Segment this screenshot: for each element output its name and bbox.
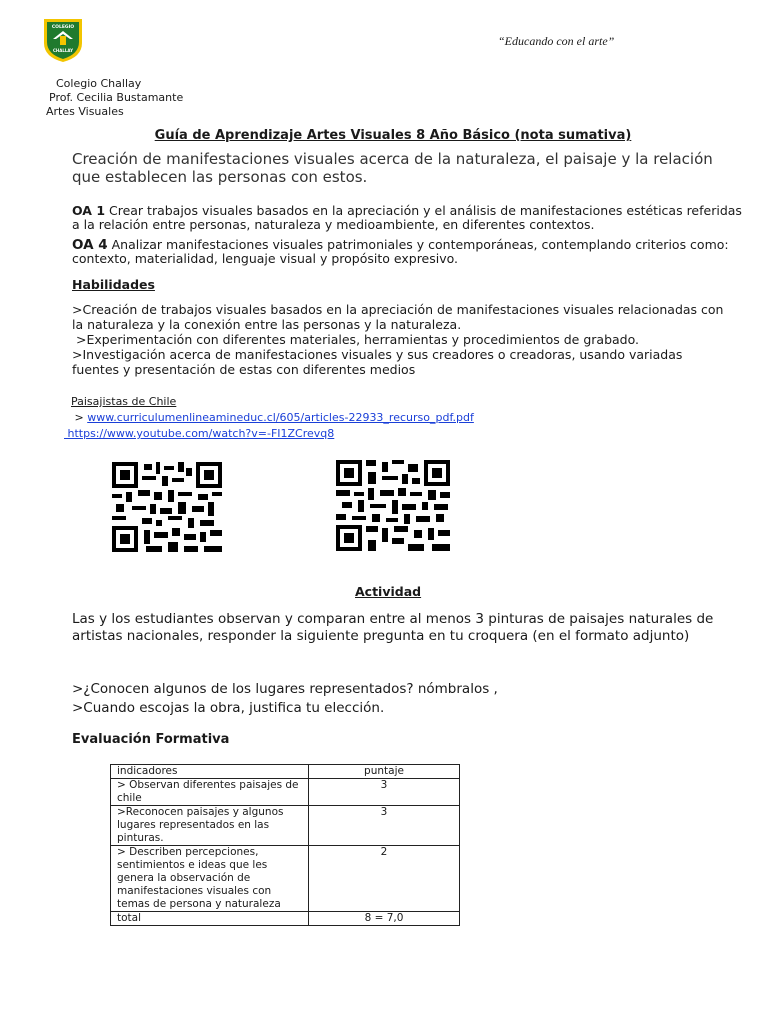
objective-code: OA 1 xyxy=(72,203,106,218)
skill-item: >Creación de trabajos visuales basados en la apreciación de manifestaciones visuales relacionadas con la naturaleza y la conexión entre las personas y la naturaleza. xyxy=(72,302,724,332)
objective-oa1 xyxy=(72,204,742,232)
indicator-cell: >Reconocen paisajes y algunos lugares representados en las pinturas. xyxy=(111,806,309,846)
total-label: total xyxy=(111,912,309,926)
guide-title: Guía de Aprendizaje Artes Visuales 8 Año Básico (nota sumativa) xyxy=(154,128,632,143)
score-cell: 3 xyxy=(309,806,460,846)
score-cell: 2 xyxy=(309,846,460,912)
qr-code-youtube[interactable] xyxy=(336,460,450,551)
evaluation-heading: Evaluación Formativa xyxy=(72,732,230,747)
indicator-cell: > Observan diferentes paisajes de chile xyxy=(111,779,309,806)
objective-code: OA 4 xyxy=(72,237,108,253)
objective-oa4 xyxy=(72,238,742,266)
objective-text: Crear trabajos visuales basados en la apreciación y el análisis de manifestaciones estéticas referidas a la relación entre personas, naturaleza y medioambiente, en diferentes contextos. xyxy=(72,203,742,232)
activity-questions xyxy=(72,680,732,718)
link-prefix: > xyxy=(71,411,88,424)
activity-heading: Actividad xyxy=(355,584,422,599)
question-item: >Cuando escojas la obra, justifica tu elección. xyxy=(72,700,385,716)
school-motto: “Educando con el arte” xyxy=(498,34,615,48)
youtube-video-link[interactable]: https://www.youtube.com/watch?v=-FI1ZCrevq8 xyxy=(64,427,335,440)
skill-item: >Investigación acerca de manifestaciones visuales y sus creadores o creadoras, usando variadas fuentes y presentación de estas con diferentes medios xyxy=(72,347,683,377)
resources xyxy=(64,394,474,442)
school-name: Colegio Challay xyxy=(56,77,142,90)
indicator-cell: > Describen percepciones, sentimientos e ideas que les genera la observación de manifestaciones visuales con temas de persona y naturaleza xyxy=(111,846,309,912)
skill-item: >Experimentación con diferentes materiales, herramientas y procedimientos de grabado. xyxy=(72,332,639,347)
skills-heading: Habilidades xyxy=(72,277,155,292)
objective-text: Analizar manifestaciones visuales patrimoniales y contemporáneas, contemplando criterios como: contexto, materialidad, lenguaje visual y propósito expresivo. xyxy=(72,237,729,266)
curriculum-pdf-link[interactable]: www.curriculumenlineamineduc.cl/605/articles-22933_recurso_pdf.pdf xyxy=(87,411,474,424)
header-score: puntaje xyxy=(309,765,460,779)
table-header-row xyxy=(111,765,460,779)
school-crest-logo xyxy=(42,17,84,63)
svg-text:COLEGIO: COLEGIO xyxy=(51,25,75,30)
header-indicators: indicadores xyxy=(111,765,309,779)
table-row xyxy=(111,846,460,912)
teacher-name: Prof. Cecilia Bustamante xyxy=(49,91,184,104)
table-row xyxy=(111,806,460,846)
score-cell: 3 xyxy=(309,779,460,806)
question-item: >¿Conocen algunos de los lugares representados? nómbralos , xyxy=(72,681,498,697)
svg-text:CHALLAY: CHALLAY xyxy=(52,48,74,53)
school-info xyxy=(46,77,183,119)
unit-subtitle: Creación de manifestaciones visuales acerca de la naturaleza, el paisaje y la relación que establecen las personas con estos. xyxy=(72,150,713,186)
skills-list xyxy=(72,302,732,377)
total-score: 8 = 7,0 xyxy=(309,912,460,926)
evaluation-rubric-table xyxy=(110,764,460,926)
table-total-row xyxy=(111,912,460,926)
qr-code-pdf[interactable] xyxy=(112,462,222,552)
resources-title: Paisajistas de Chile xyxy=(71,395,177,408)
subject-name: Artes Visuales xyxy=(46,105,124,118)
activity-instructions: Las y los estudiantes observan y comparan entre al menos 3 pinturas de paisajes naturales de artistas nacionales, responder la siguiente pregunta en tu croquera (en el formato adjunto) xyxy=(72,611,714,644)
table-row xyxy=(111,779,460,806)
